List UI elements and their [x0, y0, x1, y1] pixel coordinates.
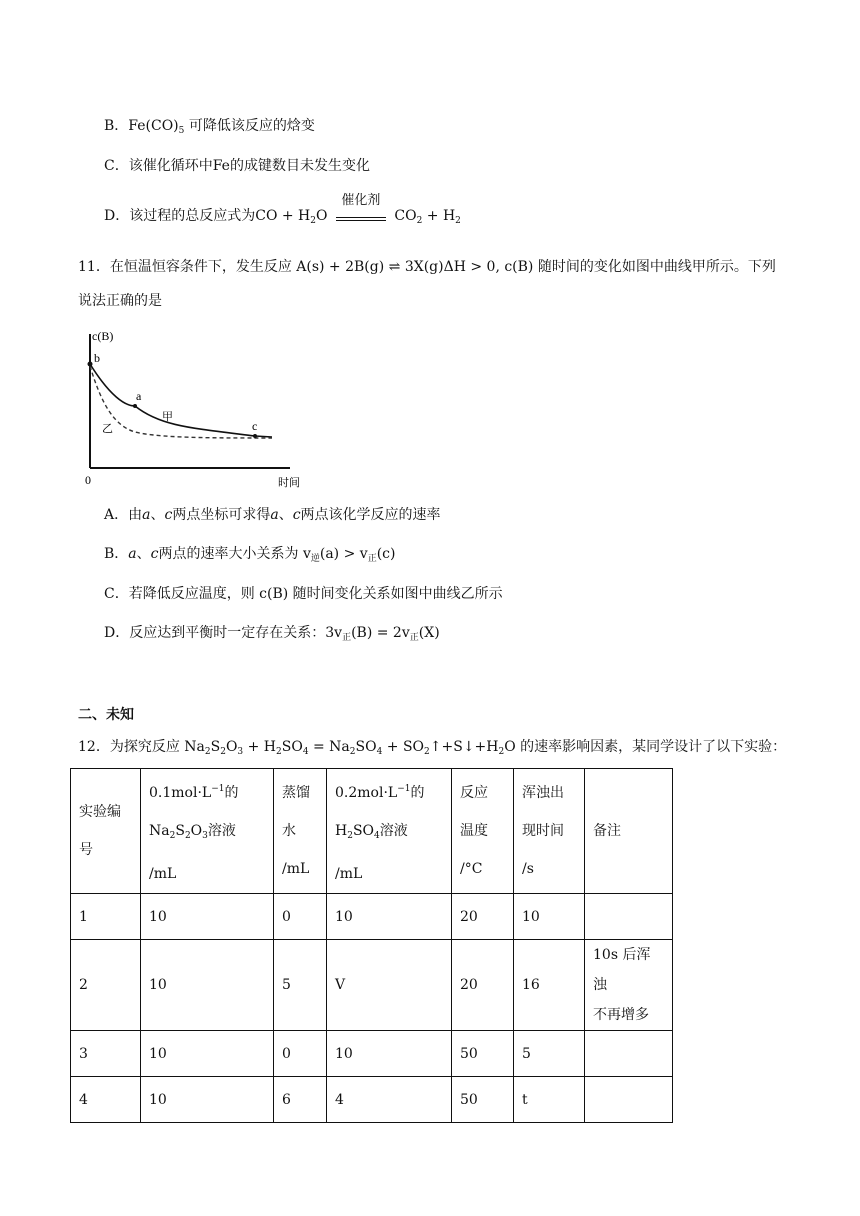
point-a-label: a	[136, 389, 142, 403]
q12-stem: 12．为探究反应 $Na_2S_2O_3 + H_2SO_4 = Na_2SO_4$ + $SO_2↑+S↓+H_2O$ 的速率影响因素，某同学设计了以下实验：	[78, 739, 787, 757]
header-water: 蒸馏 水 /mL	[274, 769, 327, 894]
point-b-marker	[88, 362, 93, 367]
header-h2so4: $0.2mol\cdot L^{-1}$的 $H_2SO_4$溶液 /mL	[327, 769, 452, 894]
point-c-marker	[253, 434, 257, 438]
curve-yi-label: 乙	[102, 422, 113, 435]
header-na2s2o3: $0.1mol\cdot L^{-1}$的 $Na_2S_2O_3$溶液 /mL	[141, 769, 274, 894]
section-title: 二、未知	[78, 707, 134, 723]
curve-yi	[90, 366, 272, 438]
x-axis-label: 时间	[278, 476, 300, 489]
q11-stem-line2: 说法正确的是	[78, 293, 162, 309]
header-turbidity-time: 浑浊出 现时间 /s	[514, 769, 585, 894]
origin-label: 0	[85, 473, 91, 487]
point-c-label: c	[252, 419, 258, 433]
option-label: B．	[104, 118, 129, 134]
table-row: 4 10 6 4 50 t	[71, 1077, 673, 1123]
y-axis-label: c(B)	[92, 329, 114, 343]
concentration-time-graph	[80, 326, 300, 492]
q11-stem-line1: 11．在恒温恒容条件下，发生反应 A(s) + 2B(g) ⇌ 3X(g)ΔH > 0, c(B) 随时间的变化如图中曲线甲所示。下列	[78, 259, 776, 275]
table-row: 3 10 0 10 50 5	[71, 1031, 673, 1077]
header-note: 备注	[585, 769, 673, 894]
q10-option-b: B．$Fe(CO)_5$ 可降低该反应的焓变	[104, 118, 315, 136]
point-a-marker	[133, 404, 137, 408]
table-row: 1 10 0 10 20 10	[71, 894, 673, 940]
q11-option-d: D．反应达到平衡时一定存在关系：$3v_正(B) = 2v_正(X)$	[104, 625, 440, 643]
note-cell: 10s 后浑浊 不再增多	[585, 940, 673, 1031]
curve-jia	[90, 364, 272, 437]
header-temperature: 反应 温度 /°C	[452, 769, 514, 894]
table-header-row	[71, 769, 673, 894]
table-row: 2 10 5 V 20 16 10s 后浑浊 不再增多	[71, 940, 673, 1031]
curve-jia-label: 甲	[162, 410, 173, 423]
q10-option-d: D．该过程的总反应式为CO + $H_2O$ 催化剂 $CO_2 + H_2$	[104, 193, 461, 226]
option-label: C．	[104, 158, 129, 174]
catalyst-equals-sign: 催化剂	[336, 211, 386, 221]
header-experiment-no: 实验编 号	[71, 769, 141, 894]
q10-option-c: C．该催化循环中Fe的成键数目未发生变化	[104, 158, 370, 174]
q11-option-c: C．若降低反应温度，则 c(B) 随时间变化关系如图中曲线乙所示	[104, 586, 503, 602]
point-b-label: b	[94, 351, 100, 365]
experiment-table	[70, 768, 673, 1123]
q11-option-b: B．a、c两点的速率大小关系为 $v_逆(a) > v_正(c)$	[104, 546, 396, 564]
option-label: D．	[104, 208, 130, 224]
q11-option-a: A．由a、c两点坐标可求得a、c两点该化学反应的速率	[104, 507, 441, 523]
